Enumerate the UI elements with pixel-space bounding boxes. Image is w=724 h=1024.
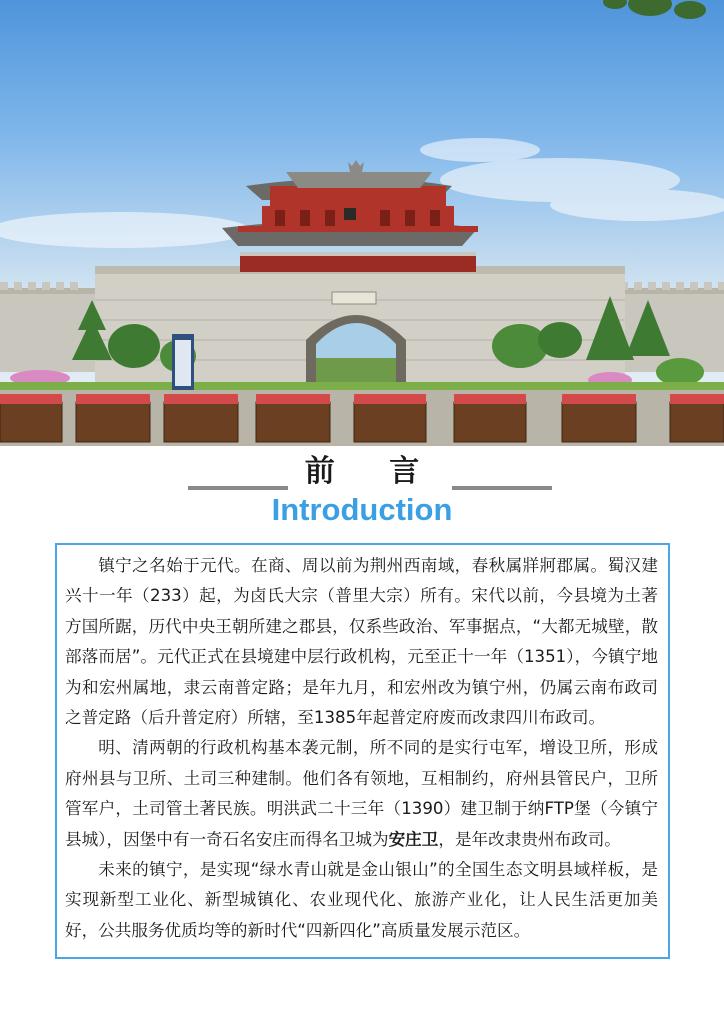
intro-paragraph-2-text: 明、清两朝的行政机构基本袭元制，所不同的是实行屯军，增设卫所，形成府州县与卫所、土司三种建制。他们各有领地，互相制约，府州县管民户，卫所管军户，土司管土著民族。明洪武二十三年（1390）建卫制于纳FTP堡（今镇宁县城），因堡中有一奇石名安庄而得名卫城为 xyxy=(65,738,658,849)
wooden-planters xyxy=(0,394,724,442)
page-title-chinese: 前 言 xyxy=(304,454,442,489)
page-title-english: Introduction xyxy=(271,492,453,527)
intro-paragraph-3: 未来的镇宁，是实现“绿水青山就是金山银山”的全国生态文明县域样板，是实现新型工业化、新型城镇化、农业现代化、旅游产业化，让人民生活更加美好，公共服务优质均等的新时代“四新四化”高质量发展示范区。 xyxy=(65,860,658,940)
intro-paragraph-2-end: ，是年改隶贵州布政司。 xyxy=(438,829,621,849)
info-sign xyxy=(172,334,194,394)
intro-paragraph-2 xyxy=(65,733,658,855)
anzhuang-wei-highlight: 安庄卫 xyxy=(388,829,439,849)
gate-tower-illustration xyxy=(0,0,724,446)
intro-text-box xyxy=(55,543,670,959)
foliage-top-right xyxy=(603,0,706,19)
hero-photo-gate-tower xyxy=(0,0,724,446)
intro-paragraph-1: 镇宁之名始于元代。在商、周以前为荆州西南域，春秋属牂牁郡属。蜀汉建兴十一年（233）起，为卤氏大宗（普里大宗）所有。宋代以前，今县境为土著方国所踞，历代中央王朝所建之郡县，仅系些政治、军事据点，“大都无城壁，散部落而居”。元代正式在县境建中层行政机构，元至正十一年（1351），今镇宁地为和宏州属地，隶云南普定路；是年九月，和宏州改为镇宁州，仍属云南布政司之普定路（后升普定府）所辖，至1385年起普定府废而改隶四川布政司。 xyxy=(65,556,658,728)
gate-tower xyxy=(222,160,478,272)
